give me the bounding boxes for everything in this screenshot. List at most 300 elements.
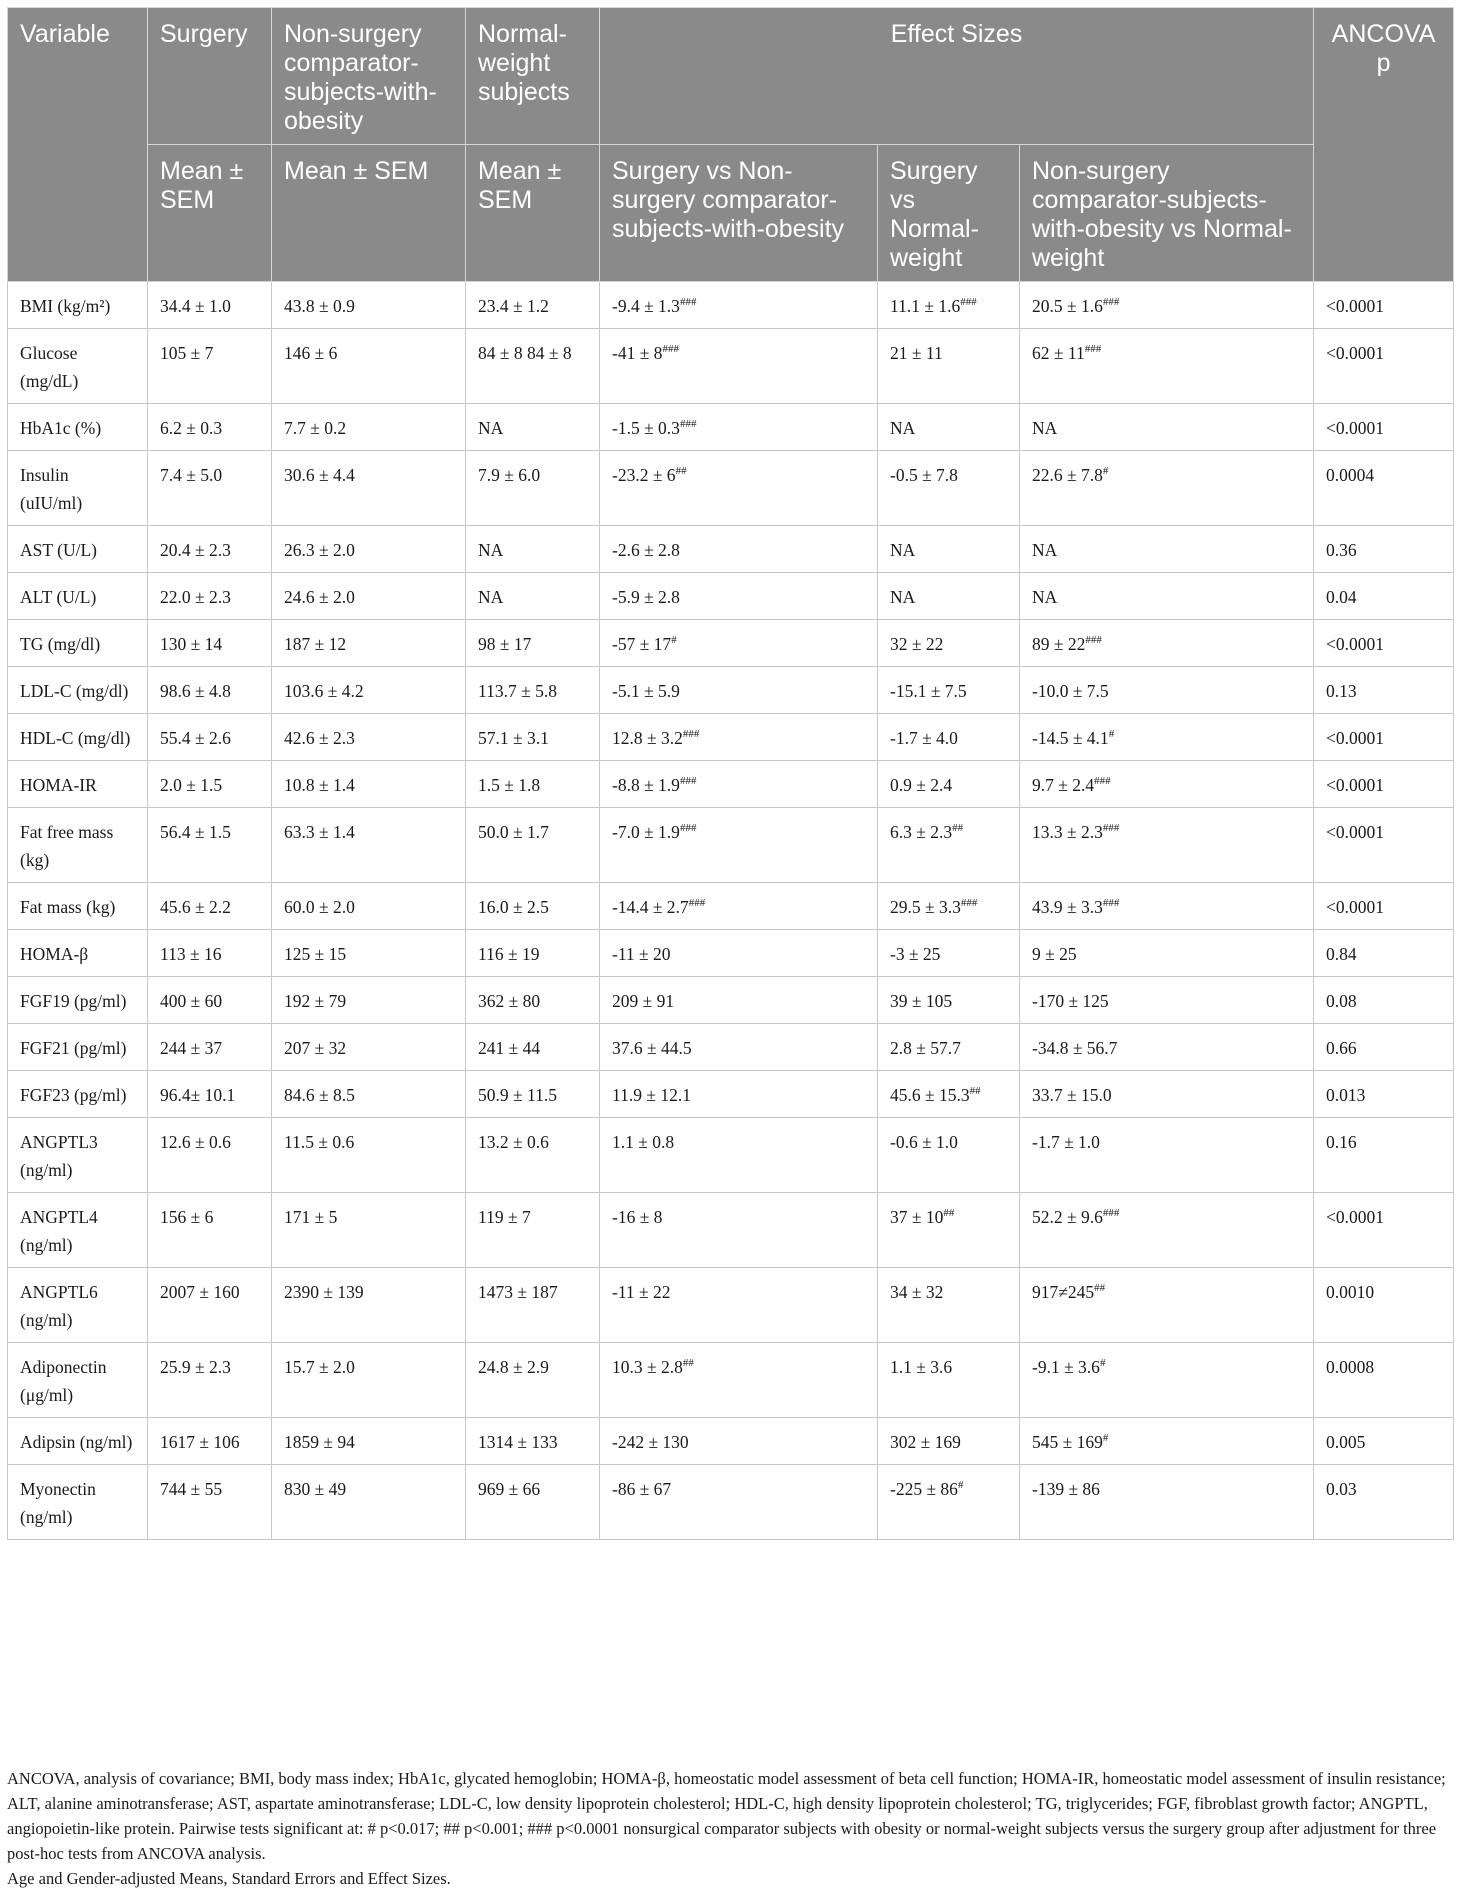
cell-ancova-p — [1314, 451, 1454, 526]
cell-normal — [466, 1343, 600, 1418]
cell-surgery — [148, 1024, 272, 1071]
cell-normal-value: 119 ± 7 — [478, 1207, 531, 1227]
cell-es-surgery-vs-nonsurgery-value: -57 ± 17 — [612, 634, 672, 654]
cell-surgery-value: 56.4 ± 1.5 — [160, 822, 231, 842]
cell-es-nonsurgery-vs-normal-value: NA — [1032, 418, 1058, 438]
cell-surgery-value: 244 ± 37 — [160, 1038, 223, 1058]
cell-ancova-p-value: <0.0001 — [1326, 822, 1385, 842]
cell-variable-value: FGF21 (pg/ml) — [20, 1038, 127, 1058]
cell-variable — [8, 1071, 148, 1118]
cell-variable — [8, 1024, 148, 1071]
cell-es-nonsurgery-vs-normal-value: -34.8 ± 56.7 — [1032, 1038, 1118, 1058]
cell-variable — [8, 1465, 148, 1540]
cell-es-nonsurgery-vs-normal-value: 9.7 ± 2.4 — [1032, 775, 1095, 795]
cell-variable-value: HOMA-IR — [20, 775, 97, 795]
cell-es-surgery-vs-nonsurgery — [600, 329, 878, 404]
table-row — [8, 282, 1454, 329]
cell-normal-value: NA — [478, 540, 504, 560]
cell-nonsurgery-value: 24.6 ± 2.0 — [284, 587, 355, 607]
cell-es-surgery-vs-nonsurgery-value: -8.8 ± 1.9 — [612, 775, 680, 795]
cell-es-surgery-vs-nonsurgery-value: 11.9 ± 12.1 — [612, 1085, 691, 1105]
cell-variable-value: TG (mg/dl) — [20, 634, 101, 654]
cell-normal-value: 16.0 ± 2.5 — [478, 897, 549, 917]
cell-normal-value: 113.7 ± 5.8 — [478, 681, 557, 701]
cell-surgery — [148, 667, 272, 714]
cell-variable-value: BMI (kg/m²) — [20, 296, 111, 316]
cell-surgery — [148, 1268, 272, 1343]
cell-ancova-p-value: <0.0001 — [1326, 296, 1385, 316]
cell-surgery — [148, 620, 272, 667]
cell-es-nonsurgery-vs-normal — [1020, 1268, 1314, 1343]
cell-es-surgery-vs-nonsurgery-value: -11 ± 20 — [612, 944, 671, 964]
cell-es-nonsurgery-vs-normal — [1020, 329, 1314, 404]
cell-nonsurgery — [272, 573, 466, 620]
cell-es-nonsurgery-vs-normal — [1020, 404, 1314, 451]
significance-marker: ## — [952, 822, 964, 835]
cell-surgery-value: 55.4 ± 2.6 — [160, 728, 231, 748]
header-variable: Variable — [8, 8, 148, 282]
cell-es-nonsurgery-vs-normal — [1020, 1418, 1314, 1465]
cell-normal-value: 23.4 ± 1.2 — [478, 296, 549, 316]
cell-normal-value: 1314 ± 133 — [478, 1432, 558, 1452]
cell-es-surgery-vs-nonsurgery — [600, 930, 878, 977]
cell-es-surgery-vs-normal — [878, 1024, 1020, 1071]
cell-ancova-p — [1314, 1268, 1454, 1343]
cell-surgery — [148, 1343, 272, 1418]
cell-es-surgery-vs-nonsurgery — [600, 1024, 878, 1071]
cell-variable — [8, 1118, 148, 1193]
cell-es-surgery-vs-normal-value: -1.7 ± 4.0 — [890, 728, 958, 748]
cell-normal — [466, 1418, 600, 1465]
table-row — [8, 1118, 1454, 1193]
cell-es-nonsurgery-vs-normal-value: NA — [1032, 587, 1058, 607]
cell-ancova-p-value: <0.0001 — [1326, 418, 1385, 438]
cell-es-surgery-vs-nonsurgery-value: -242 ± 130 — [612, 1432, 689, 1452]
cell-es-surgery-vs-normal-value: -0.6 ± 1.0 — [890, 1132, 958, 1152]
significance-marker: ### — [1084, 343, 1102, 356]
cell-variable — [8, 714, 148, 761]
cell-surgery-value: 1617 ± 106 — [160, 1432, 240, 1452]
cell-es-surgery-vs-normal-value: 302 ± 169 — [890, 1432, 961, 1452]
cell-ancova-p — [1314, 1193, 1454, 1268]
cell-normal — [466, 761, 600, 808]
cell-es-surgery-vs-normal — [878, 1118, 1020, 1193]
table-row — [8, 620, 1454, 667]
cell-es-nonsurgery-vs-normal — [1020, 1465, 1314, 1540]
cell-ancova-p — [1314, 1465, 1454, 1540]
cell-surgery-value: 22.0 ± 2.3 — [160, 587, 231, 607]
cell-es-surgery-vs-nonsurgery-value: -7.0 ± 1.9 — [612, 822, 680, 842]
cell-variable — [8, 883, 148, 930]
cell-variable-value: AST (U/L) — [20, 540, 97, 560]
cell-es-surgery-vs-normal — [878, 1071, 1020, 1118]
cell-normal — [466, 1071, 600, 1118]
cell-normal — [466, 714, 600, 761]
cell-es-surgery-vs-nonsurgery — [600, 977, 878, 1024]
cell-normal — [466, 282, 600, 329]
cell-surgery-value: 25.9 ± 2.3 — [160, 1357, 231, 1377]
cell-es-surgery-vs-nonsurgery-value: -9.4 ± 1.3 — [612, 296, 680, 316]
cell-variable-value: ANGPTL6 (ng/ml) — [20, 1282, 98, 1330]
cell-ancova-p — [1314, 573, 1454, 620]
header-nonsurgery: Non-surgery comparator-subjects-with-obesity — [272, 8, 466, 145]
cell-variable-value: FGF19 (pg/ml) — [20, 991, 127, 1011]
cell-es-surgery-vs-nonsurgery — [600, 620, 878, 667]
significance-marker: ### — [960, 296, 977, 309]
cell-es-nonsurgery-vs-normal-value: -14.5 ± 4.1 — [1032, 728, 1109, 748]
cell-es-surgery-vs-nonsurgery-value: -23.2 ± 6 — [612, 465, 676, 485]
cell-nonsurgery-value: 10.8 ± 1.4 — [284, 775, 355, 795]
cell-nonsurgery — [272, 404, 466, 451]
cell-surgery-value: 98.6 ± 4.8 — [160, 681, 231, 701]
cell-es-surgery-vs-normal-value: -3 ± 25 — [890, 944, 941, 964]
cell-variable-value: Glucose (mg/dL) — [20, 343, 79, 391]
table-row — [8, 1024, 1454, 1071]
table-row — [8, 573, 1454, 620]
cell-nonsurgery — [272, 1418, 466, 1465]
cell-es-nonsurgery-vs-normal-value: -1.7 ± 1.0 — [1032, 1132, 1100, 1152]
cell-es-surgery-vs-normal — [878, 620, 1020, 667]
cell-es-surgery-vs-nonsurgery-value: -2.6 ± 2.8 — [612, 540, 680, 560]
cell-normal-value: 362 ± 80 — [478, 991, 541, 1011]
cell-nonsurgery — [272, 1268, 466, 1343]
cell-es-surgery-vs-normal — [878, 667, 1020, 714]
cell-ancova-p-value: <0.0001 — [1326, 897, 1385, 917]
cell-es-surgery-vs-normal-value: -15.1 ± 7.5 — [890, 681, 967, 701]
cell-nonsurgery — [272, 1343, 466, 1418]
footnote-abbreviations: ANCOVA, analysis of covariance; BMI, body mass index; HbA1c, glycated hemoglobin; HOMA-β, homeostatic model assessment of beta cell function; HOMA-IR, homeostatic model assessment of insulin resistance; ALT, alanine aminotransferase; AST, aspartate aminotransferase; LDL-C, low density lipoprotein cholesterol; HDL-C, high density lipoprotein cholesterol; TG, triglycerides; FGF, fibroblast growth factor; ANGPTL, angiopoietin-like protein. Pairwise tests significant at: # p<0.017; ## p<0.001; ### p<0.0001 nonsurgical comparator subjects with obesity or normal-weight subjects versus the surgery group after adjustment for three post-hoc tests from ANCOVA analysis. — [7, 1769, 1446, 1863]
cell-ancova-p — [1314, 1343, 1454, 1418]
cell-es-surgery-vs-nonsurgery-value: -14.4 ± 2.7 — [612, 897, 689, 917]
cell-nonsurgery-value: 26.3 ± 2.0 — [284, 540, 355, 560]
cell-surgery-value: 2007 ± 160 — [160, 1282, 240, 1302]
cell-es-surgery-vs-nonsurgery — [600, 714, 878, 761]
significance-marker: ## — [675, 465, 687, 478]
cell-normal — [466, 808, 600, 883]
cell-ancova-p-value: <0.0001 — [1326, 1207, 1385, 1227]
cell-normal — [466, 1024, 600, 1071]
cell-es-surgery-vs-nonsurgery-value: -41 ± 8 — [612, 343, 663, 363]
cell-surgery-value: 12.6 ± 0.6 — [160, 1132, 231, 1152]
cell-nonsurgery-value: 15.7 ± 2.0 — [284, 1357, 355, 1377]
table-body — [8, 282, 1454, 1540]
cell-es-surgery-vs-nonsurgery — [600, 1118, 878, 1193]
cell-nonsurgery — [272, 761, 466, 808]
cell-surgery-value: 105 ± 7 — [160, 343, 214, 363]
cell-es-surgery-vs-nonsurgery-value: -5.1 ± 5.9 — [612, 681, 680, 701]
cell-ancova-p-value: <0.0001 — [1326, 634, 1385, 654]
cell-es-nonsurgery-vs-normal-value: 13.3 ± 2.3 — [1032, 822, 1103, 842]
significance-marker: ### — [1102, 1207, 1120, 1220]
significance-marker: ### — [1102, 897, 1120, 910]
header-ancova: ANCOVA p — [1314, 8, 1454, 282]
cell-nonsurgery — [272, 1071, 466, 1118]
cell-es-nonsurgery-vs-normal — [1020, 1118, 1314, 1193]
table-row — [8, 1193, 1454, 1268]
cell-ancova-p — [1314, 329, 1454, 404]
cell-surgery-value: 400 ± 60 — [160, 991, 223, 1011]
cell-variable — [8, 282, 148, 329]
cell-es-nonsurgery-vs-normal — [1020, 714, 1314, 761]
cell-nonsurgery-value: 2390 ± 139 — [284, 1282, 364, 1302]
cell-normal — [466, 526, 600, 573]
cell-surgery — [148, 883, 272, 930]
cell-normal-value: 57.1 ± 3.1 — [478, 728, 549, 748]
significance-marker: ### — [679, 296, 697, 309]
cell-variable — [8, 1193, 148, 1268]
cell-es-surgery-vs-nonsurgery — [600, 1418, 878, 1465]
cell-es-nonsurgery-vs-normal — [1020, 1193, 1314, 1268]
cell-normal-value: 241 ± 44 — [478, 1038, 541, 1058]
cell-es-surgery-vs-normal — [878, 808, 1020, 883]
cell-ancova-p — [1314, 977, 1454, 1024]
cell-normal — [466, 977, 600, 1024]
cell-normal — [466, 404, 600, 451]
cell-variable — [8, 667, 148, 714]
significance-marker: ### — [1102, 296, 1120, 309]
cell-es-nonsurgery-vs-normal — [1020, 1024, 1314, 1071]
cell-nonsurgery — [272, 883, 466, 930]
cell-es-surgery-vs-normal-value: 2.8 ± 57.7 — [890, 1038, 961, 1058]
cell-es-surgery-vs-nonsurgery — [600, 883, 878, 930]
cell-es-surgery-vs-normal-value: 37 ± 10 — [890, 1207, 944, 1227]
footnotes — [7, 1766, 1453, 1891]
cell-variable-value: ALT (U/L) — [20, 587, 97, 607]
cell-normal-value: 13.2 ± 0.6 — [478, 1132, 549, 1152]
cell-nonsurgery — [272, 526, 466, 573]
cell-es-surgery-vs-normal — [878, 404, 1020, 451]
header-mean-sem-normal: Mean ± SEM — [466, 145, 600, 282]
cell-es-surgery-vs-nonsurgery-value: -1.5 ± 0.3 — [612, 418, 680, 438]
cell-es-surgery-vs-nonsurgery — [600, 451, 878, 526]
cell-normal — [466, 1465, 600, 1540]
cell-es-nonsurgery-vs-normal-value: 545 ± 169 — [1032, 1432, 1103, 1452]
cell-es-surgery-vs-normal — [878, 329, 1020, 404]
cell-variable — [8, 404, 148, 451]
cell-normal — [466, 883, 600, 930]
table-row — [8, 404, 1454, 451]
table-row — [8, 451, 1454, 526]
cell-es-surgery-vs-nonsurgery-value: 1.1 ± 0.8 — [612, 1132, 675, 1152]
table-row — [8, 1465, 1454, 1540]
cell-variable-value: ANGPTL3 (ng/ml) — [20, 1132, 98, 1180]
cell-es-nonsurgery-vs-normal-value: 33.7 ± 15.0 — [1032, 1085, 1112, 1105]
cell-es-nonsurgery-vs-normal — [1020, 282, 1314, 329]
cell-es-surgery-vs-nonsurgery — [600, 1193, 878, 1268]
cell-es-surgery-vs-normal — [878, 1418, 1020, 1465]
cell-nonsurgery — [272, 620, 466, 667]
cell-es-surgery-vs-nonsurgery — [600, 1465, 878, 1540]
cell-surgery-value: 130 ± 14 — [160, 634, 223, 654]
cell-variable — [8, 620, 148, 667]
cell-es-surgery-vs-nonsurgery — [600, 282, 878, 329]
cell-variable-value: HDL-C (mg/dl) — [20, 728, 131, 748]
cell-nonsurgery — [272, 667, 466, 714]
cell-es-nonsurgery-vs-normal-value: -170 ± 125 — [1032, 991, 1109, 1011]
cell-es-nonsurgery-vs-normal-value: 62 ± 11 — [1032, 343, 1085, 363]
cell-normal-value: 50.9 ± 11.5 — [478, 1085, 557, 1105]
cell-es-surgery-vs-normal-value: NA — [890, 540, 916, 560]
cell-es-surgery-vs-normal-value: NA — [890, 587, 916, 607]
cell-es-surgery-vs-nonsurgery — [600, 808, 878, 883]
cell-nonsurgery-value: 7.7 ± 0.2 — [284, 418, 347, 438]
significance-marker: ### — [1094, 775, 1111, 788]
cell-es-surgery-vs-nonsurgery-value: 10.3 ± 2.8 — [612, 1357, 683, 1377]
cell-ancova-p-value: <0.0001 — [1326, 343, 1385, 363]
cell-variable — [8, 977, 148, 1024]
cell-nonsurgery — [272, 714, 466, 761]
cell-variable — [8, 526, 148, 573]
significance-marker: ## — [682, 1357, 694, 1370]
data-table — [7, 7, 1454, 1540]
significance-marker: ### — [679, 418, 697, 431]
cell-surgery-value: 2.0 ± 1.5 — [160, 775, 223, 795]
cell-surgery-value: 34.4 ± 1.0 — [160, 296, 231, 316]
cell-ancova-p-value: <0.0001 — [1326, 775, 1385, 795]
cell-variable-value: Myonectin (ng/ml) — [20, 1479, 96, 1527]
cell-ancova-p-value: 0.84 — [1326, 944, 1357, 964]
cell-ancova-p — [1314, 404, 1454, 451]
cell-variable — [8, 1268, 148, 1343]
table-row — [8, 883, 1454, 930]
cell-normal-value: 1.5 ± 1.8 — [478, 775, 541, 795]
cell-nonsurgery-value: 830 ± 49 — [284, 1479, 347, 1499]
cell-surgery — [148, 714, 272, 761]
cell-nonsurgery-value: 125 ± 15 — [284, 944, 347, 964]
cell-nonsurgery — [272, 1465, 466, 1540]
cell-nonsurgery-value: 103.6 ± 4.2 — [284, 681, 364, 701]
cell-es-surgery-vs-normal — [878, 1465, 1020, 1540]
cell-es-surgery-vs-normal-value: 39 ± 105 — [890, 991, 953, 1011]
cell-nonsurgery-value: 30.6 ± 4.4 — [284, 465, 355, 485]
cell-es-surgery-vs-normal-value: -0.5 ± 7.8 — [890, 465, 958, 485]
cell-normal-value: 116 ± 19 — [478, 944, 540, 964]
table-row — [8, 1071, 1454, 1118]
cell-surgery — [148, 761, 272, 808]
cell-nonsurgery-value: 60.0 ± 2.0 — [284, 897, 355, 917]
cell-es-nonsurgery-vs-normal-value: NA — [1032, 540, 1058, 560]
cell-normal — [466, 620, 600, 667]
data-table-container — [7, 7, 1453, 1540]
header-effect-sizes: Effect Sizes — [600, 8, 1314, 145]
significance-marker: # — [1102, 1432, 1109, 1445]
cell-es-nonsurgery-vs-normal-value: 9 ± 25 — [1032, 944, 1077, 964]
header-es-surgery-vs-normal: Surgery vs Normal-weight — [878, 145, 1020, 282]
cell-variable-value: Insulin (uIU/ml) — [20, 465, 83, 513]
table-row — [8, 1418, 1454, 1465]
cell-nonsurgery-value: 207 ± 32 — [284, 1038, 347, 1058]
cell-normal-value: 24.8 ± 2.9 — [478, 1357, 549, 1377]
significance-marker: # — [1102, 465, 1109, 478]
cell-variable-value: LDL-C (mg/dl) — [20, 681, 129, 701]
cell-es-surgery-vs-normal — [878, 526, 1020, 573]
cell-es-surgery-vs-nonsurgery-value: -86 ± 67 — [612, 1479, 672, 1499]
significance-marker: ### — [679, 775, 697, 788]
cell-surgery — [148, 1193, 272, 1268]
cell-ancova-p-value: 0.16 — [1326, 1132, 1357, 1152]
cell-es-nonsurgery-vs-normal — [1020, 808, 1314, 883]
cell-nonsurgery — [272, 1118, 466, 1193]
cell-ancova-p-value: 0.66 — [1326, 1038, 1357, 1058]
cell-normal-value: 969 ± 66 — [478, 1479, 541, 1499]
cell-es-nonsurgery-vs-normal — [1020, 1071, 1314, 1118]
cell-es-nonsurgery-vs-normal — [1020, 573, 1314, 620]
cell-normal — [466, 667, 600, 714]
cell-normal — [466, 1268, 600, 1343]
cell-nonsurgery — [272, 329, 466, 404]
cell-es-nonsurgery-vs-normal — [1020, 1343, 1314, 1418]
header-es-surgery-vs-nonsurgery: Surgery vs Non-surgery comparator-subjects-with-obesity — [600, 145, 878, 282]
header-normal: Normal-weight subjects — [466, 8, 600, 145]
cell-nonsurgery-value: 146 ± 6 — [284, 343, 338, 363]
cell-variable — [8, 761, 148, 808]
header-row-1 — [8, 8, 1454, 145]
cell-ancova-p-value: 0.04 — [1326, 587, 1357, 607]
cell-normal-value: 50.0 ± 1.7 — [478, 822, 549, 842]
cell-ancova-p — [1314, 714, 1454, 761]
cell-nonsurgery — [272, 1024, 466, 1071]
cell-variable-value: Fat free mass (kg) — [20, 822, 114, 870]
cell-normal — [466, 1118, 600, 1193]
table-row — [8, 977, 1454, 1024]
cell-nonsurgery-value: 63.3 ± 1.4 — [284, 822, 355, 842]
significance-marker: ### — [1102, 822, 1120, 835]
cell-es-nonsurgery-vs-normal — [1020, 667, 1314, 714]
cell-es-surgery-vs-nonsurgery — [600, 526, 878, 573]
cell-surgery-value: 6.2 ± 0.3 — [160, 418, 223, 438]
cell-nonsurgery-value: 11.5 ± 0.6 — [284, 1132, 355, 1152]
cell-surgery-value: 96.4± 10.1 — [160, 1085, 236, 1105]
cell-es-surgery-vs-normal — [878, 1343, 1020, 1418]
cell-surgery — [148, 1465, 272, 1540]
cell-surgery — [148, 329, 272, 404]
cell-surgery — [148, 977, 272, 1024]
cell-surgery-value: 744 ± 55 — [160, 1479, 223, 1499]
cell-variable — [8, 808, 148, 883]
cell-nonsurgery-value: 192 ± 79 — [284, 991, 347, 1011]
cell-normal — [466, 930, 600, 977]
cell-es-surgery-vs-normal — [878, 1268, 1020, 1343]
cell-ancova-p-value: 0.0008 — [1326, 1357, 1375, 1377]
cell-es-surgery-vs-nonsurgery — [600, 573, 878, 620]
cell-es-nonsurgery-vs-normal — [1020, 620, 1314, 667]
cell-es-nonsurgery-vs-normal-value: -10.0 ± 7.5 — [1032, 681, 1109, 701]
cell-ancova-p — [1314, 282, 1454, 329]
significance-marker: ## — [1094, 1282, 1106, 1295]
cell-es-surgery-vs-nonsurgery — [600, 1343, 878, 1418]
significance-marker: # — [671, 634, 677, 647]
cell-ancova-p-value: <0.0001 — [1326, 728, 1385, 748]
cell-es-surgery-vs-nonsurgery-value: 209 ± 91 — [612, 991, 675, 1011]
cell-nonsurgery-value: 171 ± 5 — [284, 1207, 338, 1227]
cell-es-surgery-vs-normal-value: 11.1 ± 1.6 — [890, 296, 961, 316]
cell-ancova-p-value: 0.03 — [1326, 1479, 1357, 1499]
cell-es-surgery-vs-normal-value: 29.5 ± 3.3 — [890, 897, 961, 917]
cell-surgery — [148, 808, 272, 883]
significance-marker: # — [1108, 728, 1115, 741]
cell-ancova-p-value: 0.0004 — [1326, 465, 1375, 485]
cell-variable — [8, 930, 148, 977]
header-surgery: Surgery — [148, 8, 272, 145]
significance-marker: ### — [662, 343, 679, 356]
cell-es-nonsurgery-vs-normal-value: 43.9 ± 3.3 — [1032, 897, 1103, 917]
cell-es-surgery-vs-normal — [878, 714, 1020, 761]
cell-es-surgery-vs-normal — [878, 761, 1020, 808]
significance-marker: ### — [679, 822, 697, 835]
cell-es-surgery-vs-normal — [878, 282, 1020, 329]
cell-es-nonsurgery-vs-normal — [1020, 451, 1314, 526]
cell-normal-value: 84 ± 8 84 ± 8 — [478, 343, 572, 363]
